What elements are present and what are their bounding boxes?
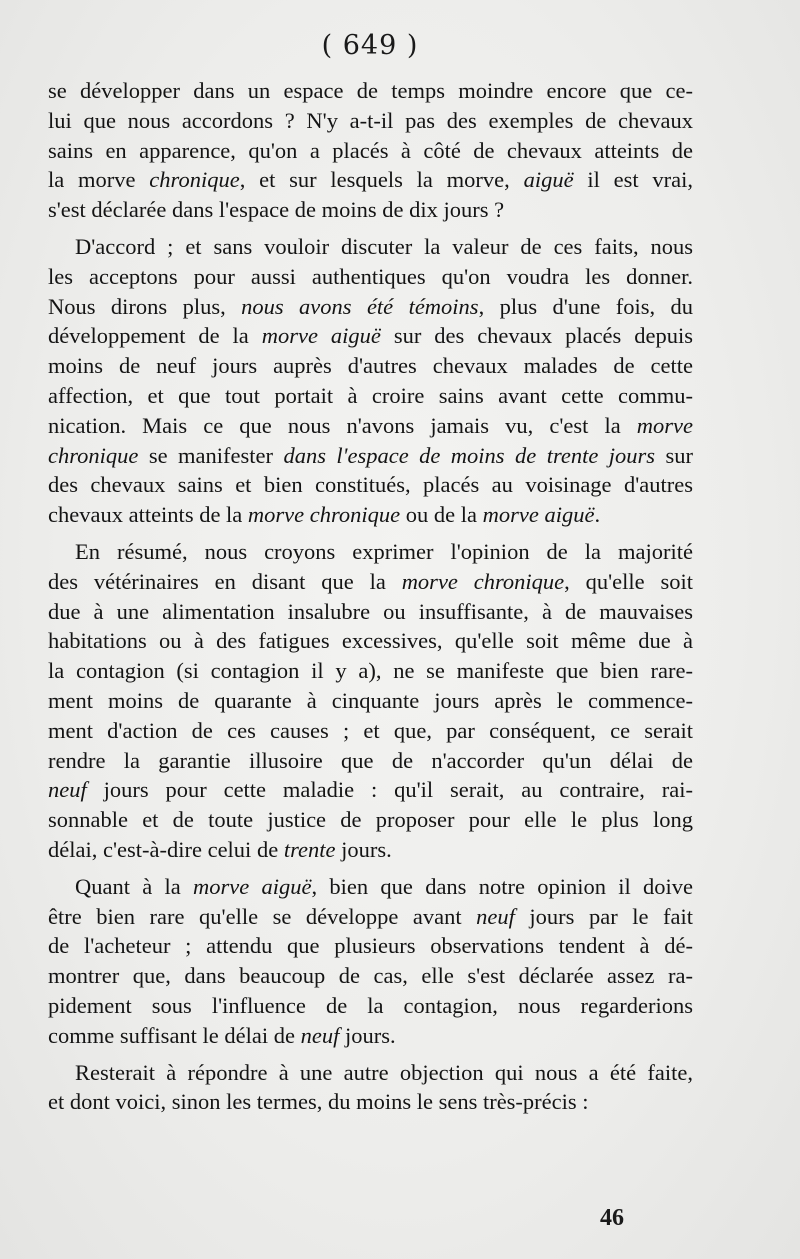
roman-segment: chevaux atteints de la	[48, 502, 248, 528]
text-line: s'est déclarée dans l'espace de moins de dix jours ?	[48, 197, 505, 223]
text-line: et dont voici, sinon les termes, du moins le sens très-précis :	[48, 1089, 589, 1115]
roman-segment: jours pour cette maladie : qu'il serait, au contraire, rai-	[86, 777, 693, 803]
text-line: les acceptons pour aussi authentiques qu'on voudra les donner.	[48, 263, 693, 289]
roman-segment: se manifester	[138, 442, 284, 468]
text-line: pidement sous l'influence de la contagion, nous regarderions	[48, 992, 693, 1018]
text-line	[48, 411, 693, 441]
italic-segment: morve aiguë	[193, 873, 312, 899]
roman-segment: nication. Mais ce que nous n'avons jamais vu, c'est la	[48, 412, 637, 438]
text-line: sains en apparence, qu'on a placés à côté de chevaux atteints de	[48, 137, 693, 163]
roman-segment: Nous dirons plus,	[48, 293, 242, 319]
page-number-header: ( 649 )	[321, 30, 419, 61]
text-line	[48, 1021, 693, 1051]
italic-segment: trente	[283, 836, 336, 862]
text-line: de l'acheteur ; attendu que plusieurs observations tendent à dé-	[48, 933, 693, 959]
roman-segment: , et sur lesquels la morve,	[239, 167, 524, 193]
paragraph-4	[48, 872, 693, 1051]
roman-segment: délai, c'est-à-dire celui de	[48, 836, 284, 862]
italic-segment: neuf	[48, 777, 87, 803]
italic-segment: nous avons été témoins	[241, 293, 479, 319]
body-text	[48, 76, 693, 1124]
paragraph-2	[48, 232, 693, 530]
text-line	[48, 292, 693, 322]
text-line: habitations ou à des fatigues excessives, qu'elle soit même due à	[48, 628, 693, 654]
text-line: ment moins de quarante à cinquante jours après le commence-	[48, 687, 693, 713]
paragraph-5	[48, 1058, 693, 1118]
text-line: due à une alimentation insalubre ou insuffisante, à de mauvaises	[48, 598, 693, 624]
roman-segment: jours.	[339, 1022, 396, 1048]
roman-segment: Quant à la	[75, 873, 194, 899]
roman-segment: .	[594, 502, 601, 528]
text-line: D'accord ; et sans vouloir discuter la valeur de ces faits, nous	[75, 233, 693, 259]
text-line: se développer dans un espace de temps moindre encore que ce-	[48, 78, 693, 103]
text-line	[48, 165, 693, 195]
text-line: rendre la garantie illusoire que de n'accorder qu'un délai de	[48, 747, 693, 773]
italic-segment: morve chronique	[247, 502, 401, 528]
text-line: affection, et que tout portait à croire sains avant cette commu-	[48, 382, 693, 408]
text-line: lui que nous accordons ? N'y a-t-il pas des exemples de chevaux	[48, 107, 693, 133]
text-line	[48, 441, 693, 471]
italic-segment: neuf	[476, 903, 515, 929]
roman-segment: sur	[655, 442, 694, 468]
text-line	[48, 902, 693, 932]
roman-segment: , bien que dans notre opinion il doive	[311, 873, 693, 899]
roman-segment: comme suffisant le délai de	[48, 1022, 301, 1048]
text-line: Resterait à répondre à une autre objection qui nous a été faite,	[75, 1059, 693, 1085]
italic-segment: chronique	[48, 442, 139, 468]
roman-segment: être bien rare qu'elle se développe avant	[48, 903, 477, 929]
text-line: sonnable et de toute justice de proposer pour elle le plus long	[48, 807, 693, 833]
roman-segment: il est vrai,	[573, 167, 693, 193]
text-line	[48, 321, 693, 351]
italic-segment: morve aiguë	[261, 323, 381, 349]
signature-mark: 46	[600, 1205, 624, 1231]
text-line: la contagion (si contagion il y a), ne se manifeste que bien rare-	[48, 658, 693, 684]
text-line: ment d'action de ces causes ; et que, par conséquent, ce serait	[48, 717, 693, 743]
italic-segment: morve aiguë	[482, 502, 595, 528]
italic-segment: morve chronique	[401, 568, 565, 594]
italic-segment: morve	[636, 412, 693, 438]
italic-segment: aiguë	[523, 167, 574, 193]
roman-segment: ou de la	[400, 502, 483, 528]
paragraph-3	[48, 537, 693, 865]
italic-segment: dans l'espace de moins de trente jours	[283, 442, 656, 468]
roman-segment: la morve	[48, 167, 150, 193]
roman-segment: jours par le fait	[514, 903, 693, 929]
roman-segment: jours.	[335, 836, 392, 862]
text-line	[48, 872, 693, 902]
roman-segment: , qu'elle soit	[564, 568, 693, 594]
text-line	[48, 835, 693, 865]
text-line: des chevaux sains et bien constitués, placés au voisinage d'autres	[48, 472, 693, 498]
text-line	[48, 567, 693, 597]
italic-segment: neuf	[300, 1022, 340, 1048]
roman-segment: développement de la	[48, 323, 262, 349]
text-line	[48, 775, 693, 805]
text-line: montrer que, dans beaucoup de cas, elle s'est déclarée assez ra-	[48, 963, 693, 989]
italic-segment: chronique	[149, 167, 240, 193]
text-line: moins de neuf jours auprès d'autres chevaux malades de cette	[48, 353, 693, 379]
text-line	[48, 500, 693, 530]
roman-segment: des vétérinaires en disant que la	[48, 568, 402, 594]
text-line: En résumé, nous croyons exprimer l'opinion de la majorité	[75, 538, 693, 564]
roman-segment: , plus d'une fois, du	[478, 293, 694, 319]
roman-segment: sur des chevaux placés depuis	[380, 323, 693, 349]
paragraph-1	[48, 76, 693, 225]
